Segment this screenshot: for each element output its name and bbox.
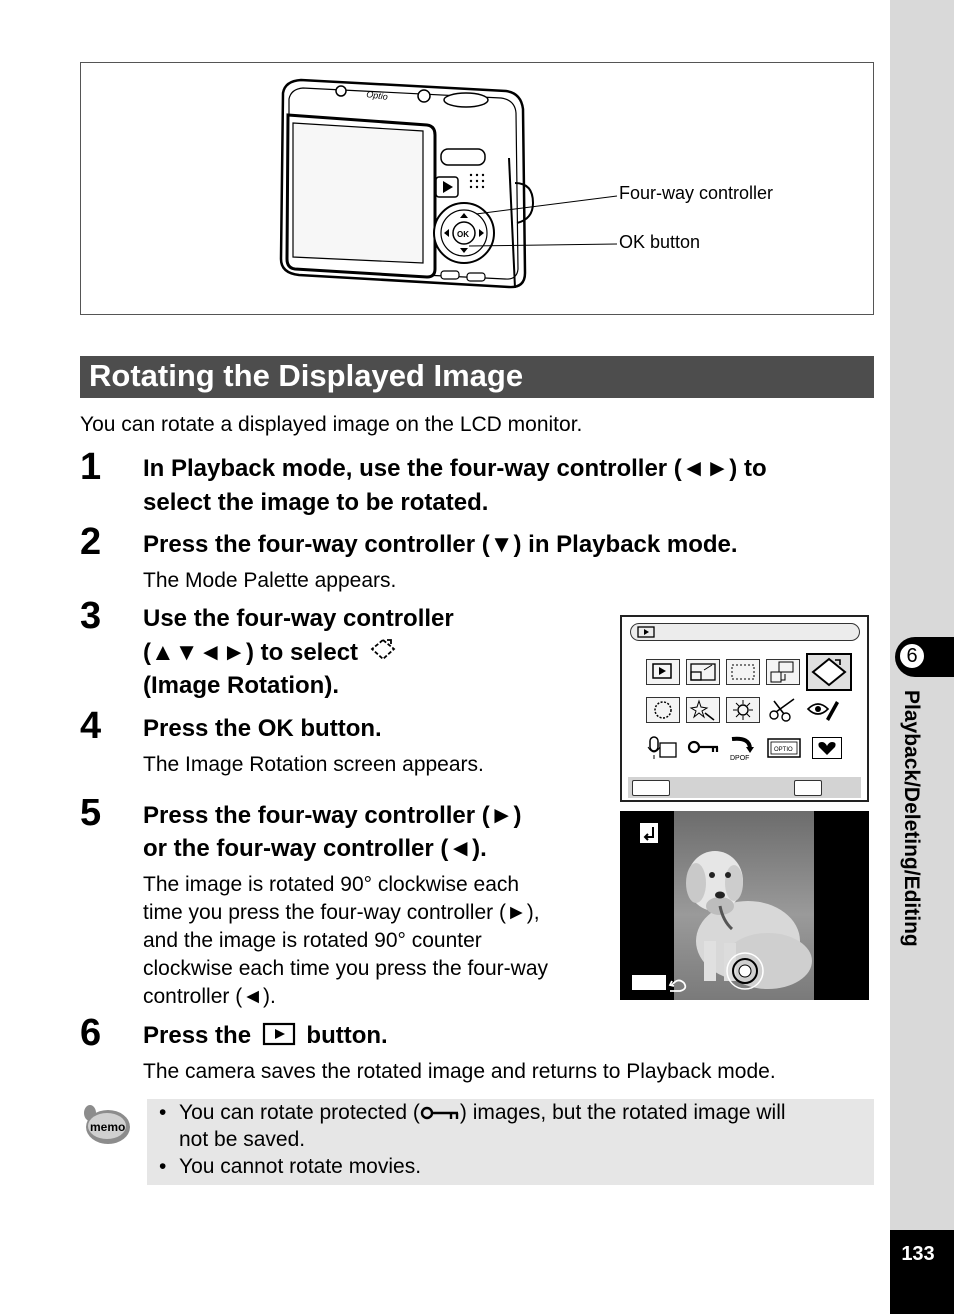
dpof-label: DPOF: [730, 755, 750, 761]
step-description: and the image is rotated 90° counter: [143, 929, 482, 952]
step-description: The Mode Palette appears.: [143, 569, 397, 592]
step-description: The camera saves the rotated image and returns to Playback mode.: [143, 1060, 776, 1083]
chapter-title: Playback/Deleting/Editing: [900, 690, 923, 947]
step-title: or the four-way controller (◄).: [143, 835, 487, 862]
memo-item: [179, 1099, 786, 1126]
step-title: select the image to be rotated.: [143, 489, 489, 516]
step-number: 5: [80, 792, 102, 834]
protect-icon[interactable]: [686, 735, 720, 761]
section-intro: You can rotate a displayed image on the LCD monitor.: [80, 413, 583, 436]
sparkle-icon[interactable]: [686, 697, 720, 723]
brightness-icon[interactable]: [726, 697, 760, 723]
step-title: [143, 1019, 388, 1053]
svg-text:Optio: Optio: [365, 89, 389, 102]
step-title: Use the four-way controller: [143, 605, 454, 632]
step-description: The Image Rotation screen appears.: [143, 753, 484, 776]
resize-icon[interactable]: [686, 659, 720, 685]
step-description: time you press the four-way controller (►),: [143, 901, 540, 924]
chapter-number: 6: [899, 643, 925, 669]
rotation-preview-image: [620, 811, 869, 1000]
memo-text: You can rotate protected (: [179, 1101, 420, 1124]
startup-screen-icon[interactable]: [766, 735, 800, 761]
step-description: controller (◄).: [143, 985, 276, 1008]
cropping-icon[interactable]: [726, 659, 760, 685]
step-title: (Image Rotation).: [143, 672, 339, 699]
ok-button-label: OK button: [619, 232, 701, 252]
mode-palette-screen: [620, 615, 869, 802]
rotation-icon[interactable]: [806, 653, 852, 691]
protect-key-icon: [420, 1105, 460, 1121]
favorites-icon[interactable]: [812, 737, 842, 759]
camera-illustration-box: [80, 62, 874, 315]
step-title-text: Press the: [143, 1022, 252, 1049]
red-eye-icon[interactable]: [806, 697, 840, 723]
image-rotation-icon: [369, 637, 397, 663]
playback-icon: [637, 626, 655, 638]
page-number: 133: [901, 1243, 935, 1265]
filter-icon[interactable]: [646, 697, 680, 723]
memo-icon: [80, 1101, 132, 1149]
ok-button[interactable]: [794, 780, 822, 796]
memo-item: You cannot rotate movies.: [179, 1155, 422, 1178]
palette-title-bar: [630, 623, 860, 641]
step-title: Press the OK button.: [143, 715, 382, 742]
step-description: The image is rotated 90° clockwise each: [143, 873, 520, 896]
memo-bullet: •: [159, 1155, 167, 1178]
voice-memo-icon[interactable]: [646, 735, 680, 761]
image-rotation-screen: [620, 811, 869, 1000]
palette-footer: [628, 777, 861, 798]
step-number: 4: [80, 705, 102, 747]
four-way-controller-label: Four-way controller: [619, 183, 774, 203]
section-header: [80, 356, 874, 398]
copy-icon[interactable]: [766, 659, 800, 685]
step-number: 3: [80, 595, 102, 637]
step-title-text: button.: [306, 1022, 388, 1049]
step-description: clockwise each time you press the four-way: [143, 957, 548, 980]
step-number: 1: [80, 446, 102, 488]
section-title: Rotating the Displayed Image: [89, 358, 524, 393]
menu-button[interactable]: [632, 780, 670, 796]
playback-button-icon: [262, 1022, 296, 1046]
step-title-text: (▲▼◄►) to select: [143, 639, 359, 666]
memo-text: not be saved.: [179, 1128, 306, 1151]
frame-icon[interactable]: [766, 697, 800, 723]
step-title: Press the four-way controller (►): [143, 802, 522, 829]
svg-text:OK: OK: [457, 230, 469, 239]
dpof-icon[interactable]: [726, 735, 760, 761]
memo-text: ) images, but the rotated image will: [459, 1101, 786, 1124]
step-title: In Playback mode, use the four-way controller (◄►) to: [143, 455, 767, 482]
memo-bullet: •: [159, 1101, 167, 1124]
memo-box: [147, 1099, 874, 1185]
step-title: Press the four-way controller (▼) in Playback mode.: [143, 531, 738, 558]
step-number: 6: [80, 1012, 102, 1054]
playback-icon[interactable]: [646, 659, 680, 685]
memo-icon-label: memo: [90, 1120, 126, 1134]
step-title: [143, 636, 397, 670]
optio-label: OPTIO: [774, 747, 793, 753]
step-number: 2: [80, 521, 102, 563]
